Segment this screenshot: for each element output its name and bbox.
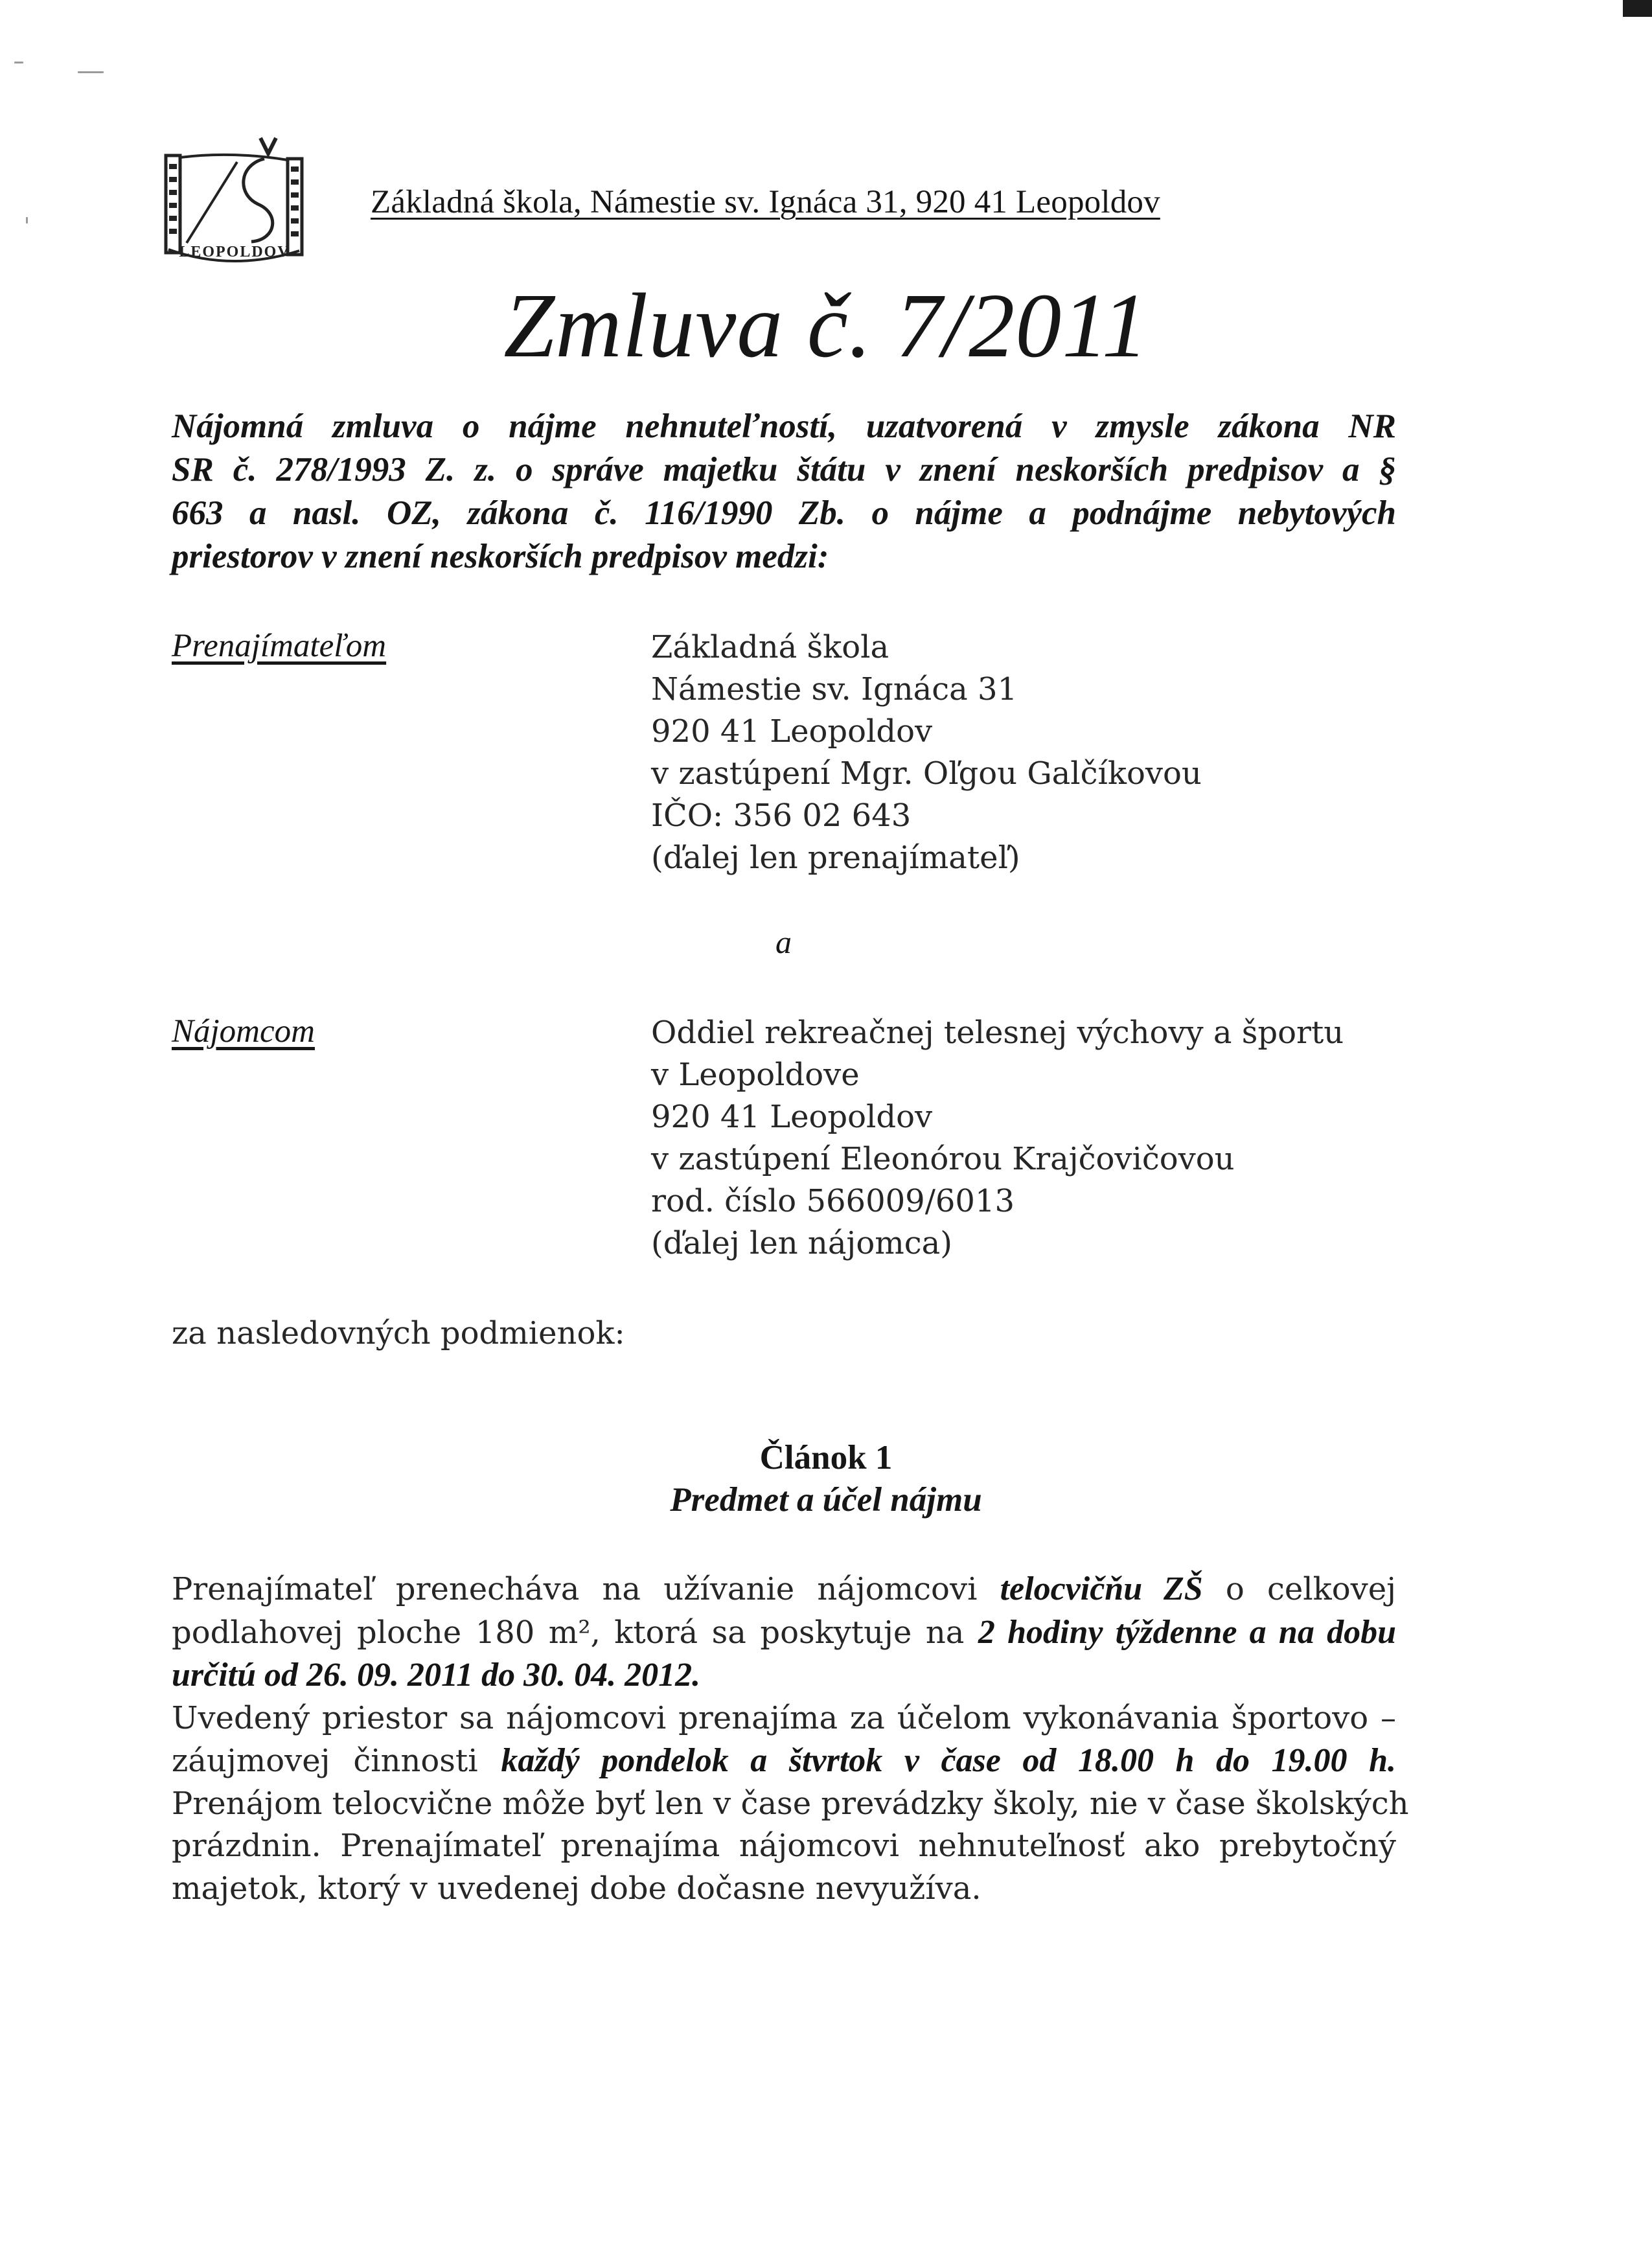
tenant-line: v Leopoldove <box>651 1057 860 1093</box>
body-line: majetok, ktorý v uvedenej dobe dočasne nevyužíva. <box>172 1870 981 1907</box>
article-number: Článok 1 <box>759 1439 893 1476</box>
landlord-line: IČO: 356 02 643 <box>651 798 912 834</box>
preamble-line: 663 a nasl. OZ, zákona č. 116/1990 Zb. o nájme a podnájme nebytových <box>172 494 1396 532</box>
logo-text: LEOPOLDOV <box>179 244 290 260</box>
landlord-line: Námestie sv. Ignáca 31 <box>651 671 1018 707</box>
landlord-line: 920 41 Leopoldov <box>651 713 933 750</box>
scan-speck <box>14 62 23 63</box>
body-line <box>172 1740 1396 1783</box>
landlord-line: (ďalej len prenajímateľ) <box>651 840 1020 876</box>
landlord-line: Základná škola <box>651 629 889 665</box>
article-body <box>172 1568 1409 1910</box>
highlight-text: každý pondelok a štvrtok v čase od 18.00 h do 19.00 h. <box>501 1742 1396 1779</box>
tenant-line: Oddiel rekreačnej telesnej výchovy a športu <box>651 1015 1344 1051</box>
conjunction: a <box>775 924 792 960</box>
scan-speck <box>78 71 104 73</box>
body-text-span: podlahovej ploche 180 m², ktorá sa poskytuje na <box>172 1614 965 1651</box>
tenant-role: Nájomcom <box>172 1013 315 1050</box>
landlord-details <box>651 626 1202 879</box>
conditions-intro: za nasledovných podmienok: <box>172 1315 625 1351</box>
body-text-span: záujmovej činnosti <box>172 1743 478 1779</box>
tenant-line: rod. číslo 566009/6013 <box>651 1183 1015 1219</box>
body-line <box>172 1611 1396 1655</box>
tenant-details <box>651 1012 1344 1265</box>
article-title: Predmet a účel nájmu <box>670 1481 982 1519</box>
preamble-line: priestorov v znení neskorších predpisov medzi: <box>172 538 829 575</box>
body-text-span: Prenajímateľ prenecháva na užívanie nájomcovi <box>172 1571 978 1607</box>
highlight-text: 2 hodiny týždenne a na dobu <box>978 1613 1396 1651</box>
preamble-line: Nájomná zmluva o nájme nehnuteľností, uzatvorená v zmysle zákona NR <box>172 408 1396 445</box>
body-line: Prenájom telocvične môže byť len v čase prevádzky školy, nie v čase školských <box>172 1785 1409 1822</box>
school-header: Základná škola, Námestie sv. Ignáca 31, 920 41 Leopoldov <box>371 184 1160 220</box>
highlight-text: telocvičňu ZŠ <box>1000 1570 1203 1607</box>
body-line <box>172 1654 1396 1697</box>
tenant-line: (ďalej len nájomca) <box>651 1225 952 1261</box>
landlord-role: Prenajímateľom <box>172 628 387 664</box>
highlight-text: určitú od 26. 09. 2011 do 30. 04. 2012. <box>172 1657 701 1694</box>
preamble-line: SR č. 278/1993 Z. z. o správe majetku štátu v znení neskorších predpisov a § <box>172 451 1396 488</box>
tenant-line: v zastúpení Eleonórou Krajčovičovou <box>651 1141 1235 1177</box>
body-line: Uvedený priestor sa nájomcovi prenajíma za účelom vykonávania športovo – <box>172 1699 1396 1736</box>
body-line <box>172 1568 1396 1611</box>
body-line: prázdnin. Prenajímateľ prenajíma nájomcovi nehnuteľnosť ako prebytočný <box>172 1828 1396 1864</box>
preamble <box>172 405 1396 579</box>
scan-corner-mark <box>1623 0 1652 17</box>
body-text-span: o celkovej <box>1225 1571 1397 1607</box>
contract-title: Zmluva č. 7/2011 <box>503 274 1149 376</box>
landlord-line: v zastúpení Mgr. Oľgou Galčíkovou <box>651 755 1202 792</box>
scan-speck <box>26 217 28 224</box>
tenant-line: 920 41 Leopoldov <box>651 1099 933 1135</box>
